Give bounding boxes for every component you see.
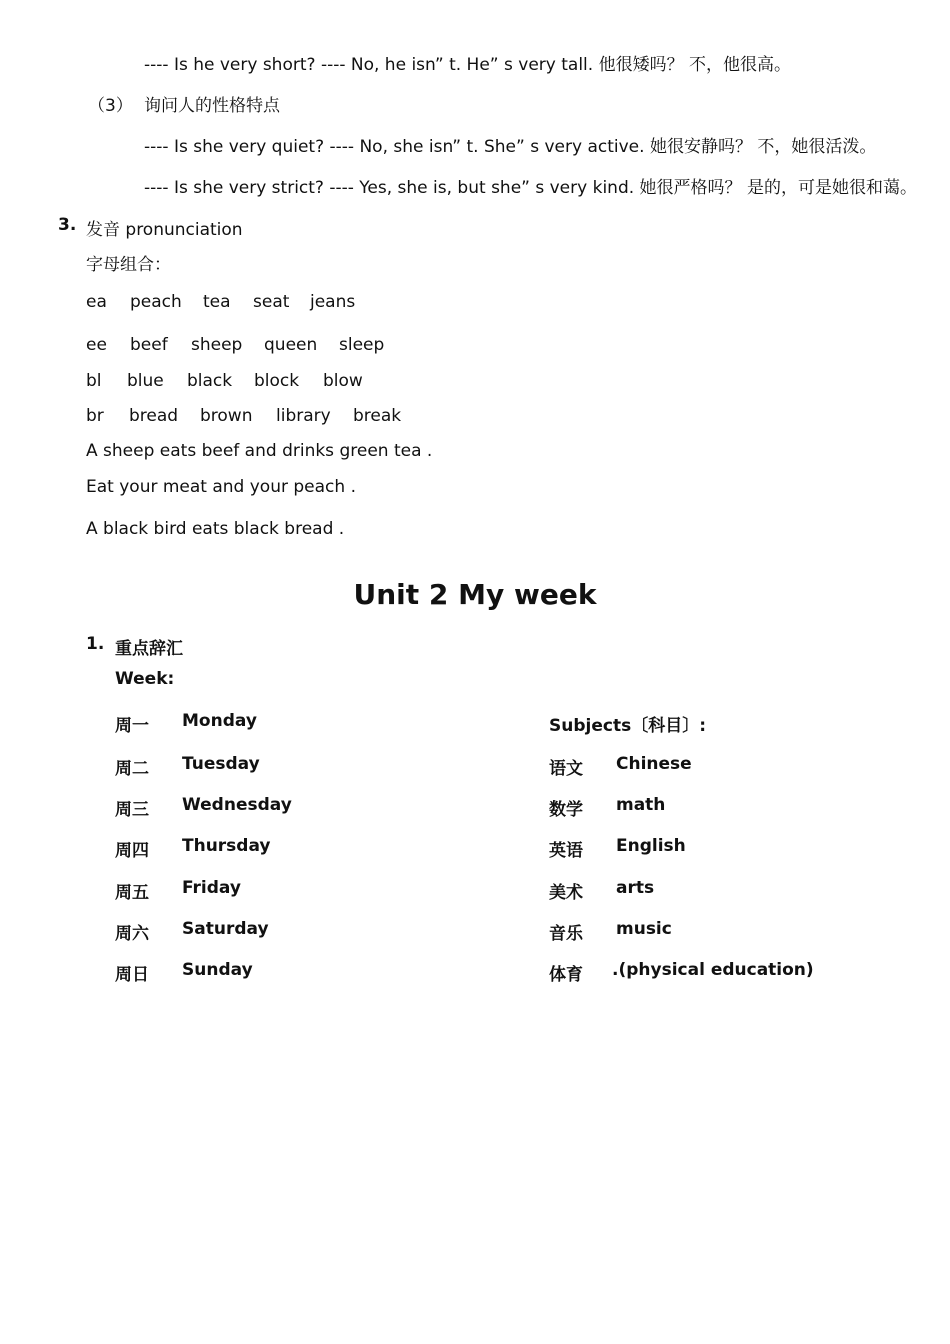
example-sentence: Eat your meat and your peach . — [86, 477, 356, 497]
phonics-word: block — [254, 371, 300, 391]
phonics-word: seat — [253, 292, 290, 312]
subject-en: music — [616, 919, 672, 939]
phonics-row — [86, 335, 384, 355]
day-zh: 周一 — [115, 716, 149, 736]
phonics-word: library — [276, 406, 331, 426]
subject-zh: 体育 — [549, 965, 583, 985]
subject-zh: 语文 — [549, 759, 583, 779]
dialogue-strict-kind: ---- Is she very strict? ---- Yes, she is, but she” s very kind. 她很严格吗？ 是的，可是她很和蔼。 — [144, 178, 917, 198]
day-en: Sunday — [182, 960, 253, 980]
vocab-heading: 重点辞汇 — [115, 639, 183, 659]
subject-zh: 音乐 — [549, 924, 583, 944]
day-en: Wednesday — [182, 795, 292, 815]
phonics-combo: br — [86, 406, 104, 426]
phonics-word: queen — [264, 335, 318, 355]
day-en: Tuesday — [182, 754, 260, 774]
subject-zh: 美术 — [549, 883, 583, 903]
day-zh: 周五 — [115, 883, 149, 903]
unit-title: Unit 2 My week — [353, 578, 597, 611]
day-en: Thursday — [182, 836, 271, 856]
example-sentence: A sheep eats beef and drinks green tea . — [86, 441, 433, 461]
vocab-number: 1. — [86, 634, 105, 654]
phonics-word: blow — [323, 371, 363, 391]
dialogue-quiet-active: ---- Is she very quiet? ---- No, she isn” t. She” s very active. 她很安静吗？ 不，她很活泼。 — [144, 137, 877, 157]
subject-en: .(physical education) — [612, 960, 814, 980]
subject-zh: 英语 — [549, 841, 583, 861]
day-zh: 周二 — [115, 759, 149, 779]
week-label: Week: — [115, 669, 175, 689]
subsection-number: （3） — [88, 96, 133, 116]
day-zh: 周四 — [115, 841, 149, 861]
day-zh: 周六 — [115, 924, 149, 944]
subject-en: Chinese — [616, 754, 692, 774]
section-heading: 发音 pronunciation — [86, 220, 243, 240]
phonics-row — [86, 406, 401, 426]
phonics-word: peach — [130, 292, 182, 312]
phonics-word: sheep — [191, 335, 243, 355]
phonics-word: bread — [129, 406, 179, 426]
phonics-word: beef — [130, 335, 168, 355]
day-en: Friday — [182, 878, 241, 898]
section-number: 3. — [58, 215, 77, 235]
day-zh: 周日 — [115, 965, 149, 985]
phonics-row — [86, 371, 363, 391]
phonics-word: brown — [200, 406, 253, 426]
subsection-title: 询问人的性格特点 — [144, 96, 280, 116]
day-en: Monday — [182, 711, 257, 731]
subject-en: math — [616, 795, 666, 815]
day-en: Saturday — [182, 919, 269, 939]
phonics-word: break — [353, 406, 402, 426]
dialogue-short-tall: ---- Is he very short? ---- No, he isn” t. He” s very tall. 他很矮吗？ 不，他很高。 — [144, 55, 791, 75]
day-zh: 周三 — [115, 800, 149, 820]
example-sentence: A black bird eats black bread . — [86, 519, 345, 539]
phonics-word: blue — [127, 371, 164, 391]
phonics-word: jeans — [310, 292, 356, 312]
subject-en: arts — [616, 878, 655, 898]
phonics-word: black — [187, 371, 233, 391]
phonics-word: tea — [203, 292, 231, 312]
phonics-combo: ea — [86, 292, 107, 312]
phonics-combo: bl — [86, 371, 102, 391]
phonics-combo: ee — [86, 335, 107, 355]
letter-combo-label: 字母组合： — [86, 255, 171, 275]
phonics-row — [86, 292, 355, 312]
subjects-label: Subjects〔科目〕: — [549, 716, 706, 736]
phonics-word: sleep — [339, 335, 385, 355]
subject-en: English — [616, 836, 686, 856]
subject-zh: 数学 — [549, 800, 583, 820]
